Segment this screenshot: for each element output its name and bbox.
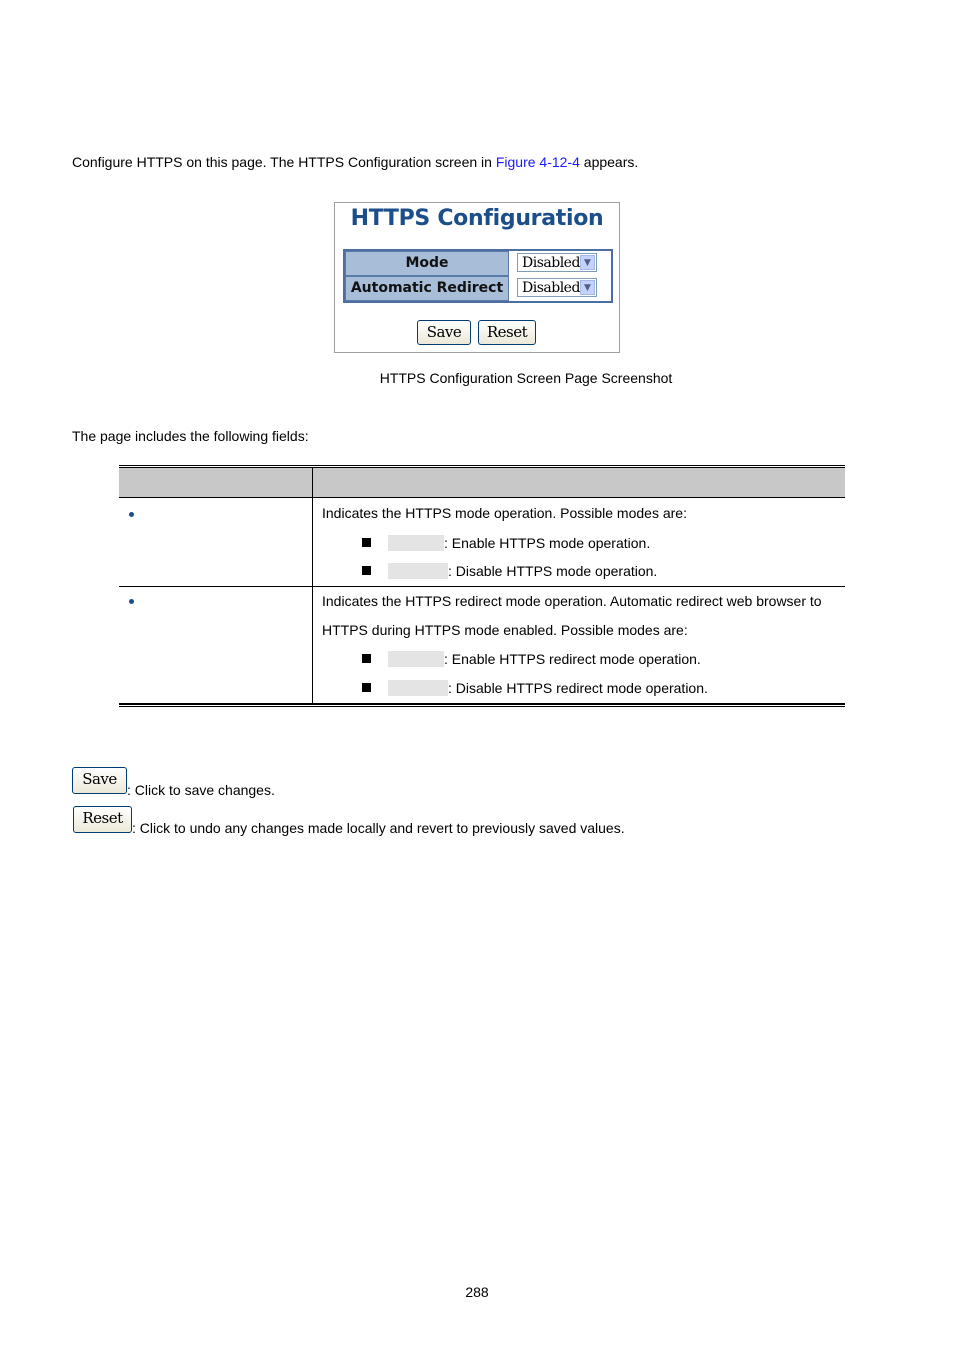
reset-button[interactable]: Reset	[73, 806, 132, 833]
row-divider	[119, 586, 845, 587]
option-placeholder	[388, 535, 444, 551]
table-header	[119, 468, 845, 498]
square-bullet-icon	[362, 654, 371, 663]
table-bottom-rule	[119, 703, 845, 707]
option-text: : Disable HTTPS mode operation.	[448, 563, 658, 579]
save-button[interactable]: Save	[72, 767, 127, 794]
fields-intro: The page includes the following fields:	[72, 428, 309, 444]
save-explanation-text: : Click to save changes.	[127, 782, 275, 798]
config-row-mode	[345, 251, 611, 276]
chevron-down-icon[interactable]: ▼	[580, 255, 595, 270]
square-bullet-icon	[362, 683, 371, 692]
figure-caption: HTTPS Configuration Screen Page Screenshot	[379, 370, 673, 386]
option-placeholder	[388, 680, 448, 696]
reset-explanation-text: : Click to undo any changes made locally and revert to previously saved values.	[132, 820, 625, 836]
screenshot-title: HTTPS Configuration	[350, 206, 604, 231]
intro-paragraph	[72, 153, 638, 171]
intro-text-before: Configure HTTPS on this page. The HTTPS Configuration screen in	[72, 154, 496, 170]
option-text: : Enable HTTPS mode operation.	[444, 535, 651, 551]
save-explanation	[72, 767, 772, 797]
option-text: : Disable HTTPS redirect mode operation.	[448, 680, 708, 696]
bullet-icon	[129, 599, 134, 604]
page-number: 288	[465, 1284, 489, 1300]
row-mode-description: Indicates the HTTPS mode operation. Possible modes are:	[322, 505, 687, 521]
chevron-down-icon[interactable]: ▼	[580, 280, 595, 295]
row-redirect-description-line2: HTTPS during HTTPS mode enabled. Possible modes are:	[322, 622, 688, 638]
https-config-screenshot	[334, 202, 620, 353]
redirect-select-value: Disabled	[522, 280, 580, 296]
square-bullet-icon	[362, 566, 371, 575]
figure-link[interactable]: Figure 4-12-4	[495, 154, 580, 170]
option-text: : Enable HTTPS redirect mode operation.	[444, 651, 701, 667]
option-placeholder	[388, 563, 448, 579]
mode-select[interactable]	[517, 253, 597, 272]
screenshot-reset-button[interactable]: Reset	[478, 320, 536, 345]
config-row-redirect	[345, 276, 611, 301]
mode-label: Mode	[345, 251, 509, 276]
row-redirect-description-line1: Indicates the HTTPS redirect mode operation. Automatic redirect web browser to	[322, 593, 822, 609]
bullet-icon	[129, 512, 134, 517]
screenshot-save-button[interactable]: Save	[417, 320, 471, 345]
square-bullet-icon	[362, 538, 371, 547]
reset-explanation	[72, 806, 832, 836]
config-table	[343, 249, 613, 303]
automatic-redirect-select[interactable]	[517, 278, 597, 297]
mode-select-value: Disabled	[522, 255, 580, 271]
intro-text-after: appears.	[579, 154, 639, 170]
automatic-redirect-label: Automatic Redirect	[345, 276, 509, 301]
option-placeholder	[388, 651, 444, 667]
